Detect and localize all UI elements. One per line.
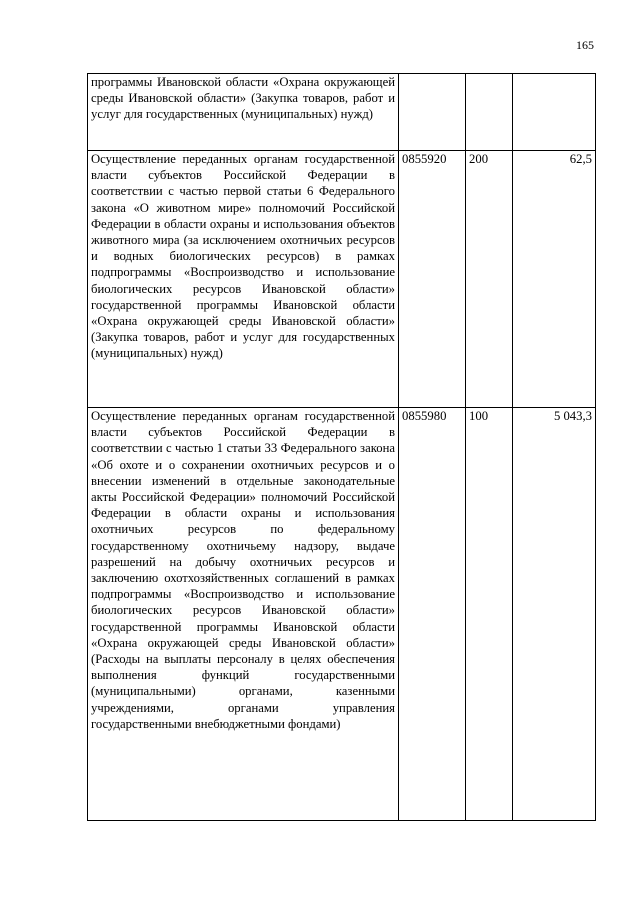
row-expense-type: 200 (466, 151, 513, 408)
row-expense-type (466, 74, 513, 151)
row-description: Осуществление переданных органам государственной власти субъектов Российской Федерации в соответствии с частью 1 статьи 33 Федерального закона «Об охоте и о сохранении охотничьих ресурсов и о внесении изменений в отдельные законодательные акты Российской Федерации» полномочий Российской Федерации в области охраны и использования охотничьих ресурсов по федеральному государственному охотничьему надзору, выдаче разрешений на добычу охотничьих ресурсов и заключению охотхозяйственных соглашений в рамках подпрограммы «Воспроизводство и использование биологических ресурсов Ивановской области» государственной программы Ивановской области «Охрана окружающей среды Ивановской области» (Расходы на выплаты персоналу в целях обеспечения выполнения функций государственными (муниципальными) органами, казенными учреждениями, органами управления государственными внебюджетными фондами) (88, 408, 399, 821)
table-row (88, 74, 596, 151)
table-row (88, 408, 596, 821)
budget-table (87, 73, 596, 821)
row-amount: 62,5 (513, 151, 596, 408)
row-code (399, 74, 466, 151)
row-amount (513, 74, 596, 151)
row-description: программы Ивановской области «Охрана окружающей среды Ивановской области» (Закупка товаров, работ и услуг для государственных (муниципальных) нужд) (88, 74, 399, 151)
row-code: 0855980 (399, 408, 466, 821)
row-amount: 5 043,3 (513, 408, 596, 821)
page-number: 165 (576, 38, 594, 52)
table-row (88, 151, 596, 408)
row-code: 0855920 (399, 151, 466, 408)
row-description: Осуществление переданных органам государственной власти субъектов Российской Федерации в соответствии с частью первой статьи 6 Федерального закона «О животном мире» полномочий Российской Федерации в области охраны и использования объектов животного мира (за исключением охотничьих ресурсов и водных биологических ресурсов) в рамках подпрограммы «Воспроизводство и использование биологических ресурсов Ивановской области» государственной программы Ивановской области «Охрана окружающей среды Ивановской области» (Закупка товаров, работ и услуг для государственных (муниципальных) нужд) (88, 151, 399, 408)
row-expense-type: 100 (466, 408, 513, 821)
